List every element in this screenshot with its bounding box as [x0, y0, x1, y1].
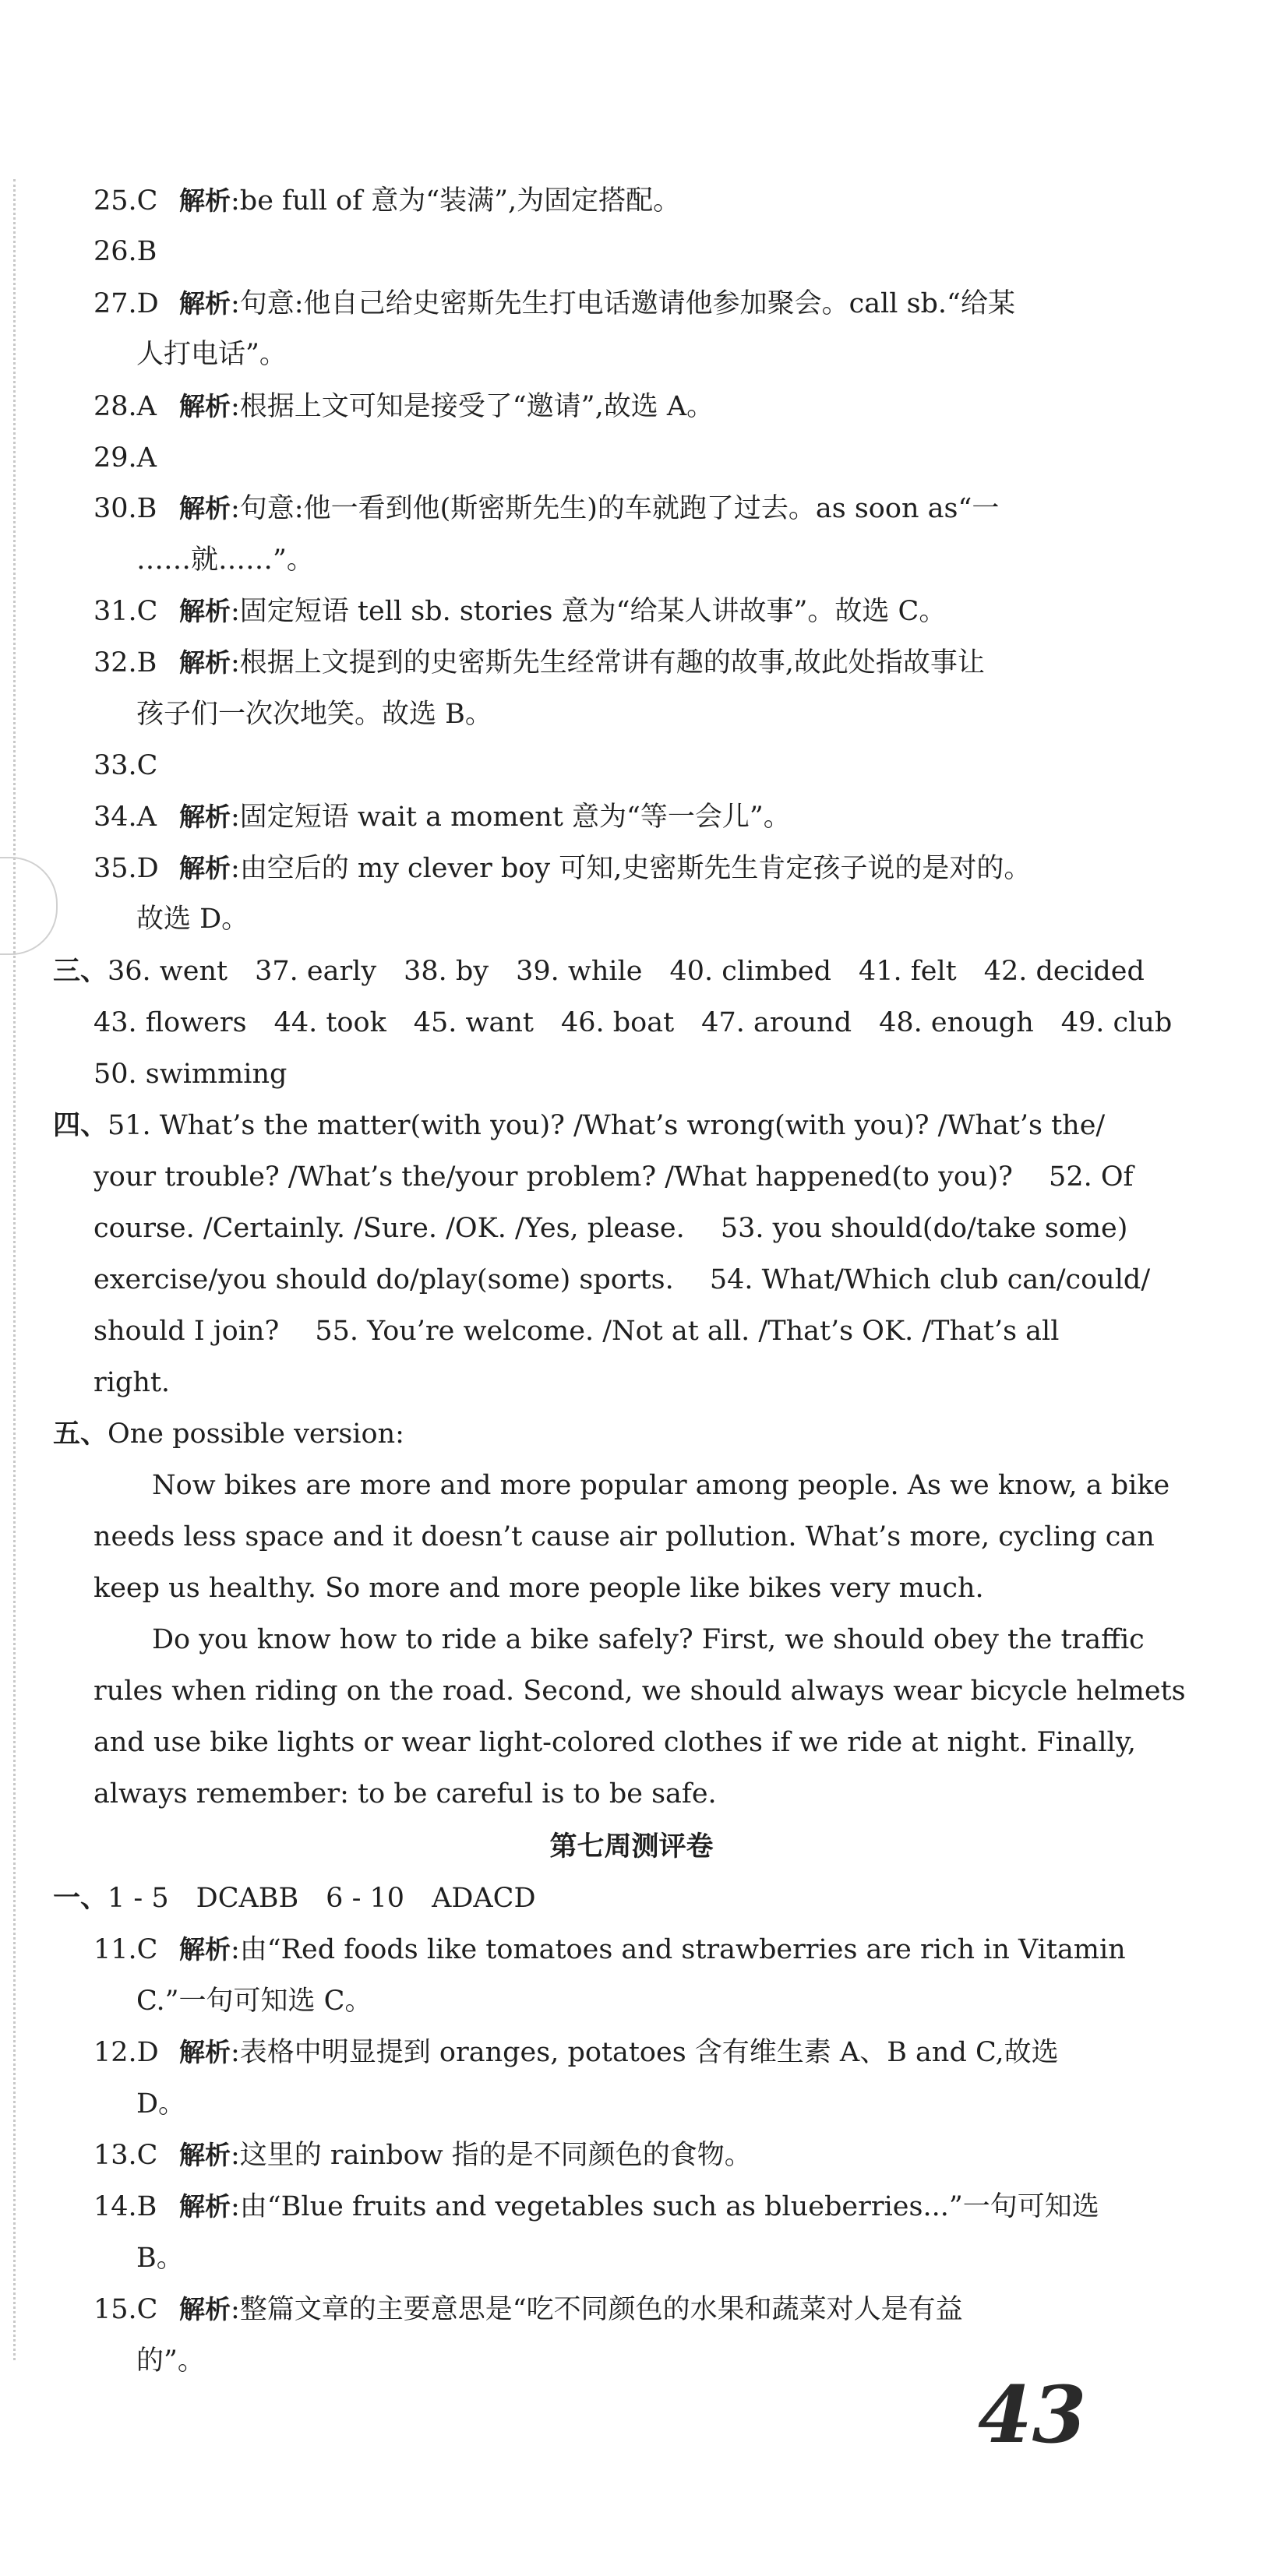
item-number: 15.C — [93, 2294, 158, 2325]
analysis-label: 解析 — [179, 2191, 231, 2222]
answer-item-26 — [93, 232, 179, 271]
answer-item-28 — [93, 387, 714, 426]
item-number: 12.D — [93, 2037, 159, 2068]
analysis-text: :由空后的 my clever boy 可知,史密斯先生肯定孩子说的是对的。 — [231, 853, 1032, 884]
analysis-text: :整篇文章的主要意思是“吃不同颜色的水果和蔬菜对人是有益 — [231, 2294, 963, 2325]
analysis-label: 解析 — [179, 288, 231, 319]
item-number: 25.C — [93, 185, 158, 217]
essay-line-4: Do you know how to ride a bike safely? First, we should obey the traffic — [152, 1624, 1145, 1655]
analysis-text: :固定短语 wait a moment 意为“等一会儿”。 — [231, 802, 791, 833]
analysis-text: :be full of 意为“装满”,为固定搭配。 — [231, 185, 681, 217]
analysis-text: :由“Red foods like tomatoes and strawberries are rich in Vitamin — [231, 1934, 1126, 1965]
item-number: 13.C — [93, 2140, 158, 2171]
section-4-line-5: should I join? 55. You’re welcome. /Not at all. /That’s OK. /That’s all — [93, 1316, 1060, 1347]
section-3-line-1 — [53, 952, 1145, 991]
answer-item-14 — [93, 2187, 1099, 2226]
answer-item-32 — [93, 643, 985, 682]
item-number: 11.C — [93, 1934, 158, 1965]
item-number: 14.B — [93, 2191, 157, 2222]
item-number: 26.B — [93, 236, 157, 267]
answer-item-15-cont: 的”。 — [136, 2345, 205, 2377]
answer-item-30-cont: ……就……”。 — [136, 544, 314, 576]
item-number: 29.A — [93, 442, 157, 474]
essay-line-7: always remember: to be careful is to be safe. — [93, 1778, 717, 1810]
section-3-line-2: 43. flowers 44. took 45. want 46. boat 47. around 48. enough 49. club — [93, 1007, 1173, 1038]
section-5-intro — [53, 1415, 404, 1454]
answer-item-15 — [93, 2290, 963, 2329]
answer-item-35 — [93, 849, 1031, 888]
section-5-intro-text: One possible version: — [108, 1418, 404, 1450]
analysis-text: :由“Blue fruits and vegetables such as blueberries...”一句可知选 — [231, 2191, 1099, 2222]
analysis-label: 解析 — [179, 2037, 231, 2067]
item-number: 31.C — [93, 596, 158, 627]
section-3-mark: 三、 — [53, 955, 108, 987]
answer-item-13 — [93, 2136, 752, 2175]
analysis-text: :这里的 rainbow 指的是不同颜色的食物。 — [231, 2140, 752, 2171]
section-4-mark: 四、 — [53, 1109, 108, 1141]
analysis-text: :根据上文提到的史密斯先生经常讲有趣的故事,故此处指故事让 — [231, 647, 985, 678]
item-number: 30.B — [93, 493, 157, 524]
answer-item-27 — [93, 284, 1015, 323]
analysis-label: 解析 — [179, 802, 231, 832]
analysis-label: 解析 — [179, 853, 231, 883]
analysis-label: 解析 — [179, 391, 231, 421]
analysis-label: 解析 — [179, 493, 231, 523]
week7-choice-answers — [53, 1879, 536, 1918]
answer-item-33 — [93, 746, 179, 785]
answer-item-27-cont: 人打电话”。 — [136, 339, 287, 370]
week7-title: 第七周测评卷 — [549, 1831, 714, 1862]
section-4-line-2: your trouble? /What’s the/your problem? /What happened(to you)? 52. Of — [93, 1161, 1134, 1193]
week7-answers-text: 1 - 5 DCABB 6 - 10 ADACD — [108, 1883, 536, 1914]
week7-section-mark: 一、 — [53, 1882, 108, 1914]
page-number: 43 — [978, 2369, 1087, 2461]
essay-line-2: needs less space and it doesn’t cause air pollution. What’s more, cycling can — [93, 1521, 1155, 1552]
answer-item-35-cont: 故选 D。 — [136, 904, 249, 935]
answer-item-14-cont: B。 — [136, 2243, 184, 2274]
analysis-label: 解析 — [179, 647, 231, 678]
analysis-text: :表格中明显提到 oranges, potatoes 含有维生素 A、B and C,故选 — [231, 2037, 1059, 2068]
analysis-label: 解析 — [179, 596, 231, 626]
section-4-line-3: course. /Certainly. /Sure. /OK. /Yes, please. 53. you should(do/take some) — [93, 1213, 1128, 1244]
analysis-text: :根据上文可知是接受了“邀请”,故选 A。 — [231, 391, 714, 422]
item-number: 33.C — [93, 750, 158, 781]
item-number: 32.B — [93, 647, 157, 678]
analysis-text: :固定短语 tell sb. stories 意为“给某人讲故事”。故选 C。 — [231, 596, 947, 627]
section-3-line-3: 50. swimming — [93, 1059, 288, 1090]
section-4-line-1 — [53, 1106, 1105, 1145]
essay-line-6: and use bike lights or wear light-colored clothes if we ride at night. Finally, — [93, 1727, 1136, 1758]
answer-item-12 — [93, 2033, 1059, 2072]
analysis-label: 解析 — [179, 2294, 231, 2324]
analysis-label: 解析 — [179, 185, 231, 216]
essay-line-5: rules when riding on the road. Second, we should always wear bicycle helmets — [93, 1676, 1186, 1707]
section-4-line-4: exercise/you should do/play(some) sports. 54. What/Which club can/could/ — [93, 1264, 1151, 1295]
margin-stamp-mark — [0, 857, 58, 955]
section-4-line-6: right. — [93, 1367, 171, 1398]
item-number: 34.A — [93, 802, 157, 833]
analysis-label: 解析 — [179, 1934, 231, 1965]
item-number: 35.D — [93, 853, 159, 884]
answer-item-29 — [93, 439, 179, 477]
answer-item-32-cont: 孩子们一次次地笑。故选 B。 — [136, 699, 492, 730]
section-4-text: 51. What’s the matter(with you)? /What’s wrong(with you)? /What’s the/ — [108, 1110, 1106, 1141]
analysis-label: 解析 — [179, 2140, 231, 2170]
answer-item-31 — [93, 592, 946, 631]
answer-item-11 — [93, 1930, 1126, 1969]
section-5-mark: 五、 — [53, 1418, 108, 1450]
essay-line-3: keep us healthy. So more and more people like bikes very much. — [93, 1573, 984, 1604]
essay-line-1: Now bikes are more and more popular among people. As we know, a bike — [152, 1470, 1170, 1501]
answer-item-34 — [93, 798, 791, 837]
answer-item-11-cont: C.”一句可知选 C。 — [136, 1986, 372, 2017]
item-number: 27.D — [93, 288, 159, 319]
analysis-text: :句意:他一看到他(斯密斯先生)的车就跑了过去。as soon as“一 — [231, 493, 1000, 524]
answer-item-12-cont: D。 — [136, 2088, 186, 2120]
answer-item-25 — [93, 181, 680, 220]
item-number: 28.A — [93, 391, 157, 422]
answer-item-30 — [93, 489, 999, 528]
binding-dotted-line — [13, 179, 16, 2360]
analysis-text: :句意:他自己给史密斯先生打电话邀请他参加聚会。call sb.“给某 — [231, 288, 1015, 319]
section-3-text: 36. went 37. early 38. by 39. while 40. climbed 41. felt 42. decided — [108, 956, 1145, 987]
